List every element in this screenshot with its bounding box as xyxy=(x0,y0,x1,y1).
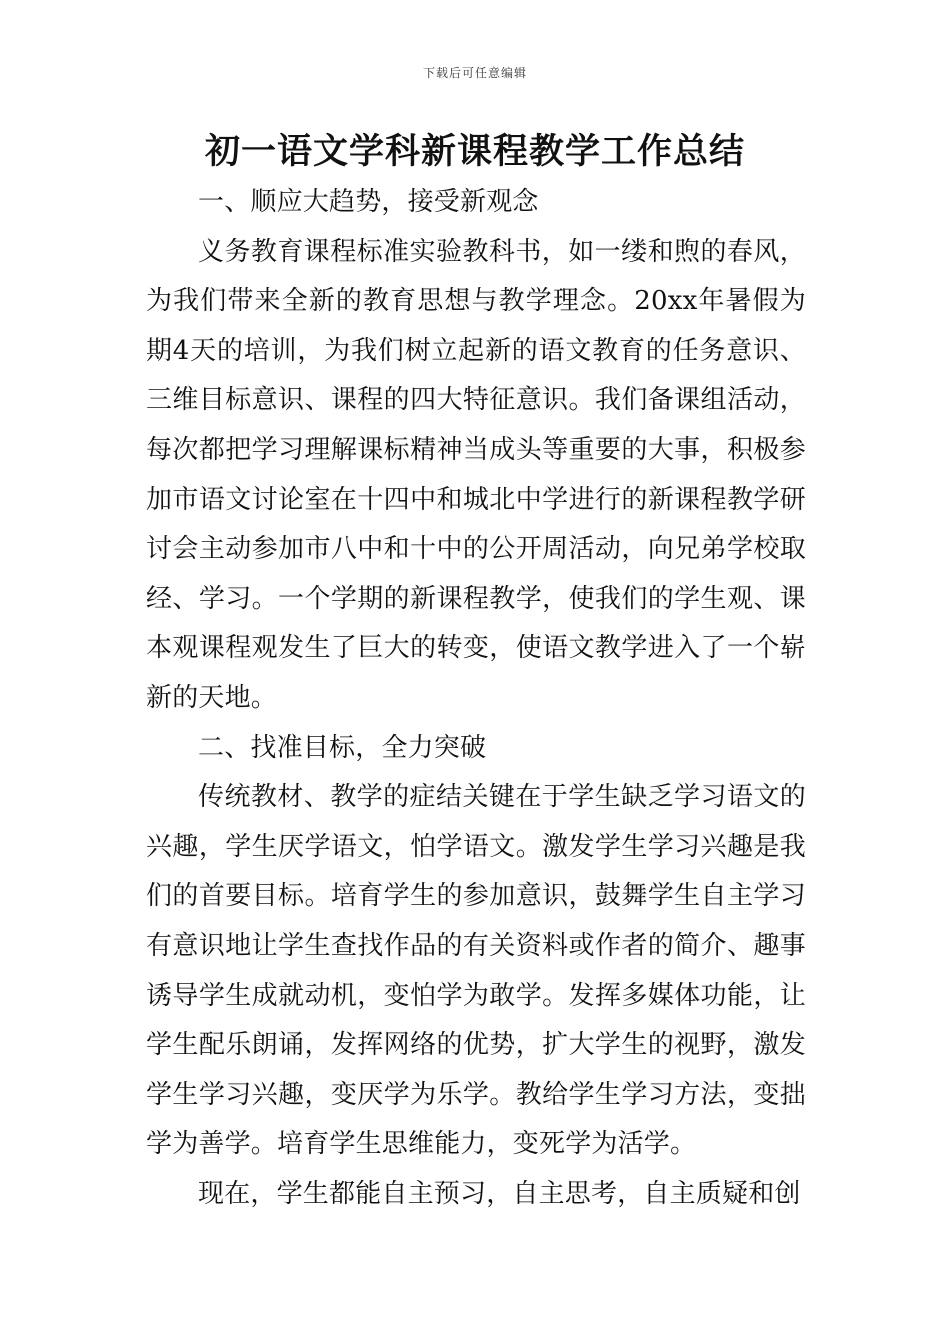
header-note: 下载后可任意编辑 xyxy=(422,66,527,80)
document-body xyxy=(146,178,806,1219)
document-title: 初一语文学科新课程教学工作总结 xyxy=(204,131,745,172)
section-heading: 二、找准目标，全力突破 xyxy=(198,732,487,763)
section-heading: 一、顺应大趋势，接受新观念 xyxy=(198,187,539,217)
body-paragraph: 现在，学生都能自主预习，自主思考，自主质疑和创 xyxy=(198,1178,801,1209)
body-paragraph: 义务教育课程标准实验教科书，如一缕和煦的春风，为我们带来全新的教育思想与教学理念。20xx年暑假为期4天的培训，为我们树立起新的语文教育的任务意识、三维目标意识、课程的四大特征意识。我们备课组活动，每次都把学习理解课标精神当成头等重要的大事，积极参加市语文讨论室在十四中和城北中学进行的新课程教学研讨会主动参加市八中和十中的公开周活动，向兄弟学校取经、学习。一个学期的新课程教学，使我们的学生观、课本观课程观发生了巨大的转变，使语文教学进入了一个崭新的天地。 xyxy=(146,236,806,713)
body-paragraph: 传统教材、教学的症结关键在于学生缺乏学习语文的兴趣，学生厌学语文，怕学语文。激发学生学习兴趣是我们的首要目标。培育学生的参加意识，鼓舞学生自主学习有意识地让学生查找作品的有关资料或作者的简介、趣事诱导学生成就动机，变怕学为敢学。发挥多媒体功能，让学生配乐朗诵，发挥网络的优势，扩大学生的视野，激发学生学习兴趣，变厌学为乐学。教给学生学习方法，变拙学为善学。培育学生思维能力，变死学为活学。 xyxy=(146,782,806,1160)
